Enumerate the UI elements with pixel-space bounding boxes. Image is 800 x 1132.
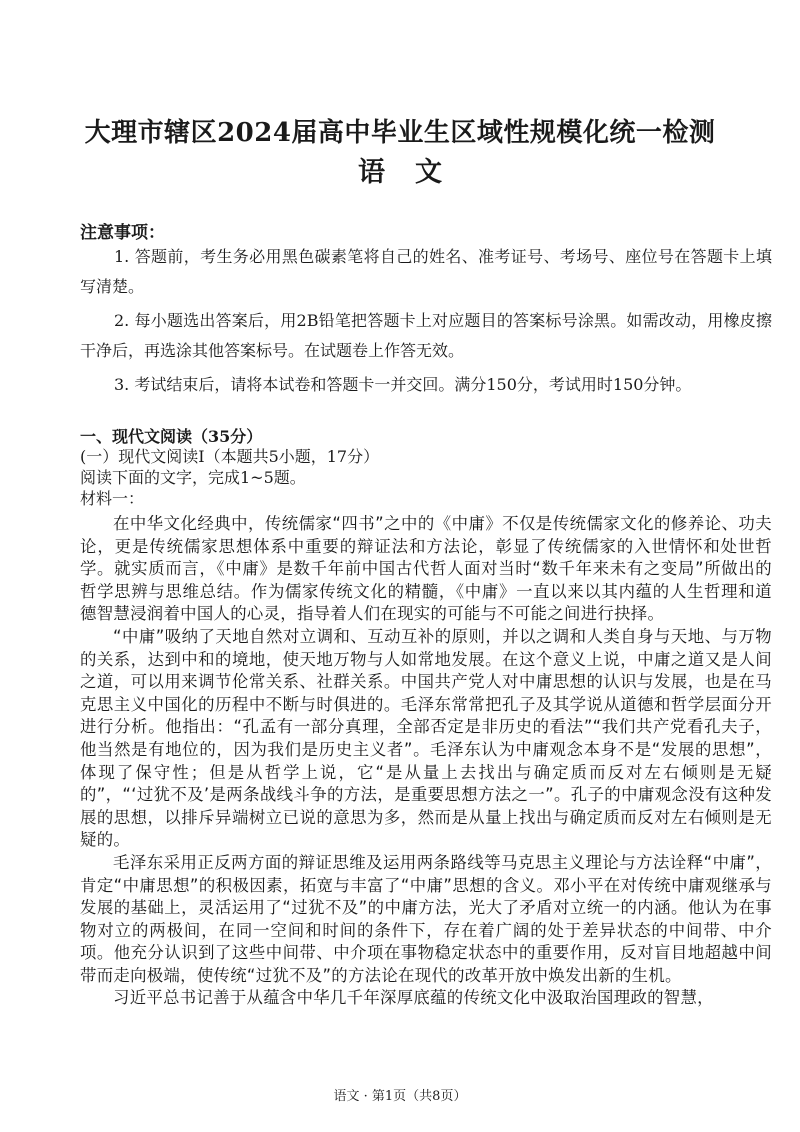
- material-label: 材料一：: [80, 489, 145, 508]
- exam-title: 大理市辖区2024届高中毕业生区域性规模化统一检测: [84, 118, 716, 148]
- notice-heading: 注意事项：: [80, 223, 165, 243]
- passage-paragraph: 习近平总书记善于从蕴含中华几千年深厚底蕴的传统文化中汲取治国理政的智慧，: [113, 988, 714, 1008]
- passage-paragraph: “中庸”吸纳了天地自然对立调和、互动互补的原则，并以之调和人类自身与天地、与万物的关系，达到中和的境地，使天地万物与人如常地发展。在这个意义上说，中庸之道又是人间之道，可以用来调节伦常关系、社群关系。中国共产党人对中庸思想的认识与发展，也是在马克思主义中国化的历程中不断与时俱进的。毛泽东常常把孔子及其学说从道德和哲学层面分开进行分析。他指出：“孔孟有一部分真理，全部否定是非历史的看法”“我们共产党看孔夫子，他当然是有地位的，因为我们是历史主义者”。毛泽东认为中庸观念本身不是“发展的思想”，体现了保守性；但是从哲学上说，它“是从量上去找出与确定质而反对左右倾则是无疑的”，“‘过犹不及’是两条战线斗争的方法，是重要思想方法之一”。孔子的中庸观念没有这种发展的思想，以排斥异端树立已说的意思为多，然而是从量上找出与确定质而反对左右倾则是无疑的。: [80, 626, 772, 850]
- notice-item: 2. 每小题选出答案后，用2B铅笔把答题卡上对应题目的答案标号涂黑。如需改动，用橡皮擦干净后，再选涂其他答案标号。在试题卷上作答无效。: [80, 311, 772, 360]
- passage-paragraph: 毛泽东采用正反两方面的辩证思维及运用两条路线等马克思主义理论与方法诠释“中庸”，肯定“中庸思想”的积极因素，拓宽与丰富了“中庸”思想的含义。邓小平在对传统中庸观继承与发展的基础上，灵活运用了“过犹不及”的中庸方法，光大了矛盾对立统一的内涵。他认为在事物对立的两极间，在同一空间和时间的条件下，存在着广阔的处于差异状态的中间带、中介项。他充分认识到了这些中间带、中介项在事物稳定状态中的重要作用，反对盲目地超越中间带而走向极端，使传统“过犹不及”的方法论在现代的改革开放中焕发出新的生机。: [80, 852, 772, 985]
- notice-item: 3. 考试结束后，请将本试卷和答题卡一并交回。满分150分，考试用时150分钟。: [114, 375, 692, 394]
- section-instruction: 阅读下面的文字，完成1~5题。: [80, 468, 306, 487]
- section-subheading: (一）现代文阅读Ⅰ（本题共5小题，17分）: [80, 447, 380, 466]
- notice-item: 1. 答题前，考生务必用黑色碳素笔将自己的姓名、准考证号、考场号、座位号在答题卡上填写清楚。: [80, 247, 772, 296]
- page-footer: 语文 · 第1页（共8页）: [333, 1089, 467, 1104]
- subject-title: 语文: [358, 157, 472, 188]
- section-heading: 一、现代文阅读（35分）: [80, 427, 263, 446]
- notice-list: [80, 242, 772, 404]
- section-info: [80, 446, 772, 509]
- passage-paragraph: 在中华文化经典中，传统儒家“四书”之中的《中庸》不仅是传统儒家文化的修养论、功夫论，更是传统儒家思想体系中重要的辩证法和方法论，彰显了传统儒家的入世情怀和处世哲学。就实质而言，《中庸》是数千年前中国古代哲人面对当时“数千年来未有之变局”所做出的哲学思辨与思维总结。作为儒家传统文化的精髓，《中庸》一直以来以其内蕴的人生哲理和道德智慧浸润着中国人的心灵，指导着人们在现实的可能与不可能之间进行抉择。: [80, 514, 772, 624]
- reading-passage: [80, 513, 772, 1010]
